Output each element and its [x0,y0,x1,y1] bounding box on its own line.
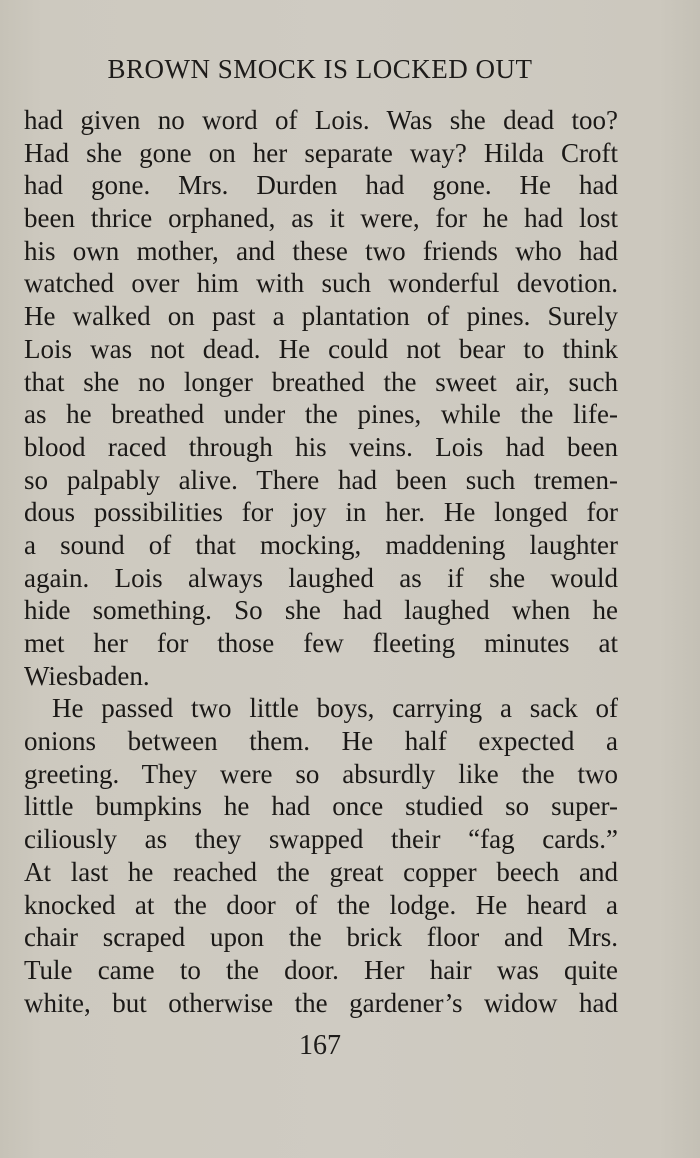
text-line: Wiesbaden. [24,660,150,691]
text-line: Lois was not dead. He could not bear to think [24,333,618,364]
text-line: ciliously as they swapped their “fag cards.” [24,824,618,855]
text-line: dous possibilities for joy in her. He longed for [24,497,618,528]
running-head: BROWN SMOCK IS LOCKED OUT [107,54,533,84]
text-line: onions between them. He half expected a [24,726,618,757]
text-line: had gone. Mrs. Durden had gone. He had [24,170,618,201]
text-line: Tule came to the door. Her hair was quite [24,954,618,985]
text-line: his own mother, and these two friends who had [24,235,618,266]
text-line: greeting. They were so absurdly like the two [24,758,618,789]
text-line: a sound of that mocking, maddening laughter [24,529,618,560]
text-line: knocked at the door of the lodge. He heard a [24,889,618,920]
text-line: blood raced through his veins. Lois had been [24,431,618,462]
page-number: 167 [299,1030,341,1061]
text-line: hide something. So she had laughed when he [24,595,618,626]
text-line: been thrice orphaned, as it were, for he had lost [24,203,618,234]
text-line: At last he reached the great copper beech and [24,856,618,887]
text-line: as he breathed under the pines, while the life- [24,399,618,430]
text-line: He passed two little boys, carrying a sack of [52,693,618,724]
text-line: watched over him with such wonderful devotion. [24,268,618,299]
text-line: little bumpkins he had once studied so super- [24,791,618,822]
text-line: had given no word of Lois. Was she dead too? [24,105,618,135]
body-text [24,104,618,1019]
text-line: He walked on past a plantation of pines. Surely [24,301,618,332]
text-line: again. Lois always laughed as if she would [24,562,618,593]
text-line: met her for those few fleeting minutes at [24,628,618,658]
text-line: so palpably alive. There had been such tremen- [24,464,618,495]
text-line: that she no longer breathed the sweet air, such [24,366,618,397]
text-line: white, but otherwise the gardener’s widow had [24,987,618,1018]
text-line: chair scraped upon the brick floor and Mrs. [24,922,618,953]
text-line: Had she gone on her separate way? Hilda Croft [24,137,618,168]
